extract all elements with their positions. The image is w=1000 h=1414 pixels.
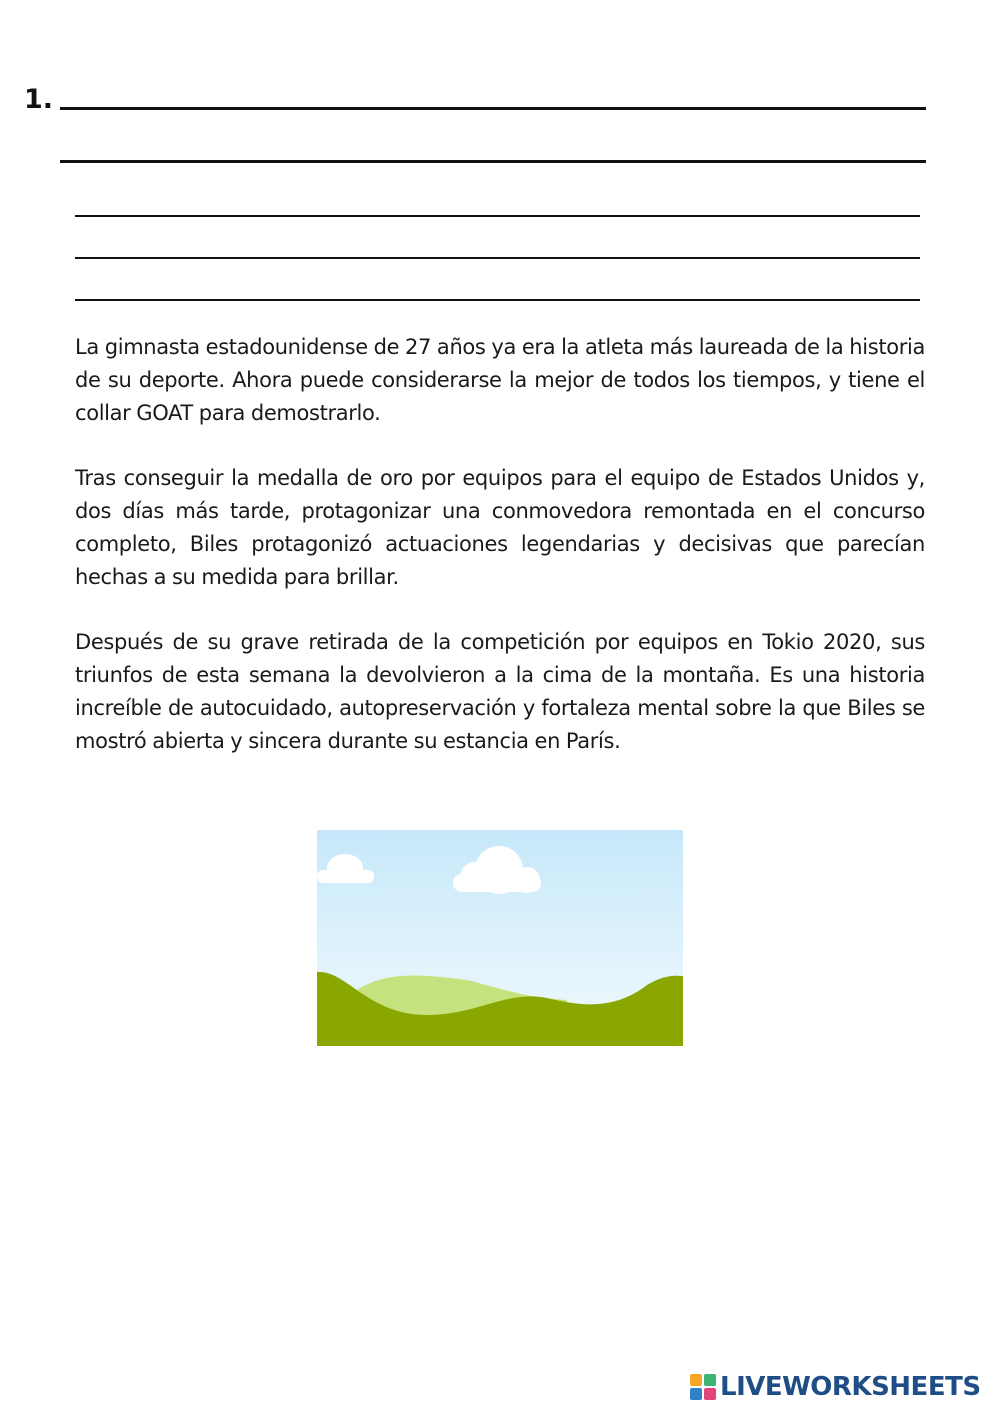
liveworksheets-logo-icon <box>690 1374 716 1400</box>
brand-footer[interactable] <box>690 1372 981 1402</box>
answer-line[interactable] <box>60 160 926 163</box>
landscape-placeholder-icon <box>317 830 683 1046</box>
answer-line[interactable] <box>75 257 920 259</box>
question-number: 1. <box>24 84 54 115</box>
answer-line[interactable] <box>75 215 920 217</box>
reading-text <box>75 331 925 790</box>
brand-name: LIVEWORKSHEETS <box>720 1372 981 1402</box>
answer-line[interactable] <box>75 299 920 301</box>
paragraph-1: La gimnasta estadounidense de 27 años ya era la atleta más laureada de la historia de su deporte. Ahora puede considerarse la mejor de todos los tiempos, y tiene el collar GOAT para demostrarlo. <box>75 335 925 425</box>
paragraph-2: Tras conseguir la medalla de oro por equipos para el equipo de Estados Unidos y, dos días más tarde, protagonizar una conmovedora remontada en el concurso completo, Biles protagonizó actuaciones legendarias y decisivas que parecían hechas a su medida para brillar. <box>75 466 925 589</box>
paragraph-3: Después de su grave retirada de la competición por equipos en Tokio 2020, sus triunfos de esta semana la devolvieron a la cima de la montaña. Es una historia increíble de autocuidado, autopreservación y fortaleza mental sobre la que Biles se mostró abierta y sincera durante su estancia en París. <box>75 630 925 753</box>
answer-line[interactable] <box>60 107 926 110</box>
